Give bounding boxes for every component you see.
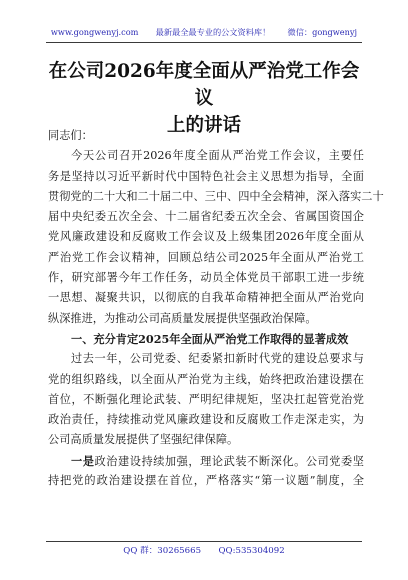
paragraph-line: 届中央纪委五次全会、十二届省纪委五次全会、省属国资国企 bbox=[48, 210, 364, 224]
document-body bbox=[48, 126, 384, 491]
page-header bbox=[0, 27, 408, 38]
footer-qq-group: QQ 群：30265665 bbox=[123, 546, 202, 556]
footer-divider bbox=[46, 541, 362, 542]
page-footer bbox=[0, 545, 408, 557]
header-divider bbox=[46, 42, 362, 43]
paragraph-line: 一思想、凝聚共识，以彻底的自我革命精神把全面从严治党向 bbox=[48, 291, 364, 305]
header-site[interactable]: www.gongwenyj.com bbox=[50, 27, 139, 37]
header-slogan: 最新最全最专业的公文资料库！ bbox=[155, 27, 271, 37]
paragraph-line: 政治责任，持续推动党风廉政建设和反腐败工作走深走实，为 bbox=[48, 413, 364, 427]
paragraph-line: 持把党的政治建设摆在首位，严格落实“第一议题”制度，全 bbox=[48, 474, 364, 488]
paragraph-line: 党风廉政建设和反腐败工作会议及上级集团2026年度全面从 bbox=[48, 230, 364, 244]
header-wechat: 微信：gongwenyj bbox=[287, 27, 358, 37]
paragraph-line: 严治党工作会议精神，回顾总结公司2025年全面从严治党工 bbox=[48, 250, 364, 264]
paragraph-line: 纵深推进，为推动公司高质量发展提供坚强政治保障。 bbox=[48, 311, 317, 325]
footer-qq: QQ:535304092 bbox=[218, 546, 285, 556]
paragraph-line: 贯彻党的二十大和二十届二中、三中、四中全会精神，深入落实二十 bbox=[48, 189, 384, 203]
paragraph-line: 公司高质量发展提供了坚强纪律保障。 bbox=[48, 433, 239, 447]
paragraph-line: 务是坚持以习近平新时代中国特色社会主义思想为指导，全面 bbox=[48, 169, 364, 183]
paragraph-line: 首位，不断强化理论武装、严明纪律规矩，坚决扛起管党治党 bbox=[48, 392, 364, 406]
title-line-2: 上的讲话 bbox=[166, 115, 241, 136]
paragraph-line: 作，研究部署今年工作任务，动员全体党员干部职工进一步统 bbox=[48, 271, 364, 285]
title-line-1: 在公司2026年度全面从严治党工作会议 bbox=[48, 61, 360, 109]
point-lead: 一是 bbox=[71, 453, 95, 468]
point-line bbox=[48, 451, 364, 471]
point-text: 政治建设持续加强，理论武装不断深化。公司党委坚 bbox=[94, 454, 364, 468]
paragraph-line: 过去一年，公司党委、纪委紧扣新时代党的建设总要求与 bbox=[71, 352, 364, 366]
section-heading: 一、充分肯定2025年全面从严治党工作取得的显著成效 bbox=[71, 331, 349, 346]
paragraph-line: 今天公司召开2026年度全面从严治党工作会议，主要任 bbox=[71, 149, 364, 163]
paragraph-line: 党的组织路线，以全面从严治党为主线，始终把政治建设摆在 bbox=[48, 372, 364, 386]
salutation: 同志们： bbox=[48, 129, 93, 142]
